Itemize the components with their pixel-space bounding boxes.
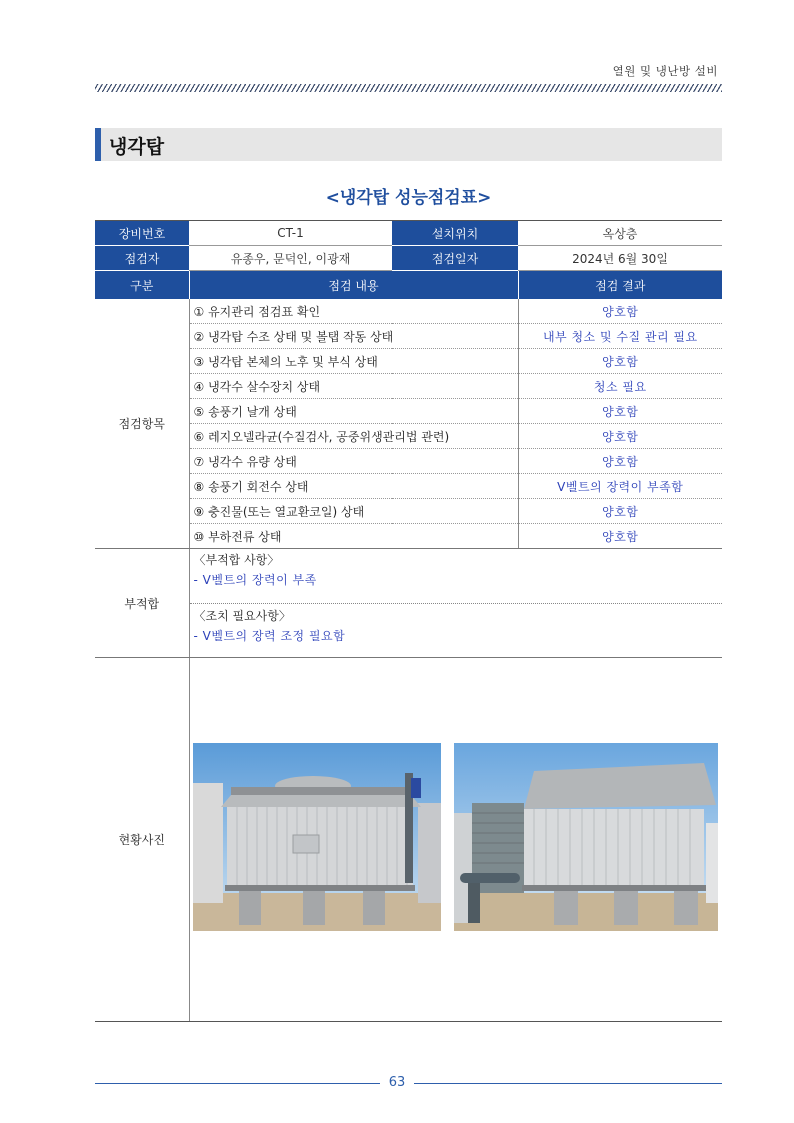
cooling-tower-photo-2 [454,743,718,931]
inspector-label: 점검자 [95,246,189,271]
issues-text: - V벨트의 장력이 부족 [193,573,317,587]
issues-title: 〈부적합 사항〉 [193,553,280,567]
check-item: ⑥ 레지오넬라균(수질검사, 공중위생관리법 관련) [189,424,518,449]
date-label: 점검일자 [392,246,518,271]
nonconformity-content [189,549,722,658]
nonconformity-label: 부적합 [95,549,189,658]
section-heading [95,128,722,161]
check-item: ④ 냉각수 살수장치 상태 [189,374,518,399]
check-result: 양호함 [518,449,722,474]
running-header: 열원 및 냉난방 설비 [612,64,718,78]
date-value: 2024년 6월 30일 [518,246,722,271]
check-item: ⑨ 충진물(또는 열교환코일) 상태 [189,499,518,524]
check-result: 양호함 [518,299,722,324]
footer-rule-right [414,1083,722,1084]
page-number: 63 [388,1075,406,1090]
footer-rule-left [95,1083,380,1084]
header-hatch-divider [95,84,722,92]
inspector-value: 유종우, 문덕인, 이광재 [189,246,392,271]
check-item: ③ 냉각탑 본체의 노후 및 부식 상태 [189,349,518,374]
check-item: ⑦ 냉각수 유량 상태 [189,449,518,474]
equip-no-label: 장비번호 [95,221,189,246]
check-result: 양호함 [518,524,722,549]
equip-no-value: CT-1 [189,221,392,246]
document-title: <냉각탑 성능점검표> [325,188,492,208]
nonconformity-actions-block [190,604,723,646]
check-result: 양호함 [518,499,722,524]
section-title: 냉각탑 [109,136,165,158]
check-item: ⑧ 송풍기 회전수 상태 [189,474,518,499]
col-header-result: 점검 결과 [518,271,722,300]
section-accent-bar [95,128,101,161]
check-result: 양호함 [518,424,722,449]
cooling-tower-photo-1 [193,743,441,931]
check-item: ⑤ 송풍기 날개 상태 [189,399,518,424]
check-item: ② 냉각탑 수조 상태 및 볼탭 작동 상태 [189,324,518,349]
check-result: 청소 필요 [518,374,722,399]
nonconformity-issues-block [190,549,723,604]
check-result: 양호함 [518,399,722,424]
photos-label: 현황사진 [95,658,189,1022]
actions-text: - V벨트의 장력 조정 필요함 [193,629,346,643]
check-item: ⑩ 부하전류 상태 [189,524,518,549]
check-result: V벨트의 장력이 부족함 [518,474,722,499]
check-result: 내부 청소 및 수질 관리 필요 [518,324,722,349]
col-header-category: 구분 [95,271,189,300]
col-header-content: 점검 내용 [189,271,518,300]
location-value: 옥상층 [518,221,722,246]
actions-title: 〈조치 필요사항〉 [193,609,291,623]
check-result: 양호함 [518,349,722,374]
check-item: ① 유지관리 점검표 확인 [189,299,518,324]
category-items: 점검항목 [95,299,189,549]
location-label: 설치위치 [392,221,518,246]
